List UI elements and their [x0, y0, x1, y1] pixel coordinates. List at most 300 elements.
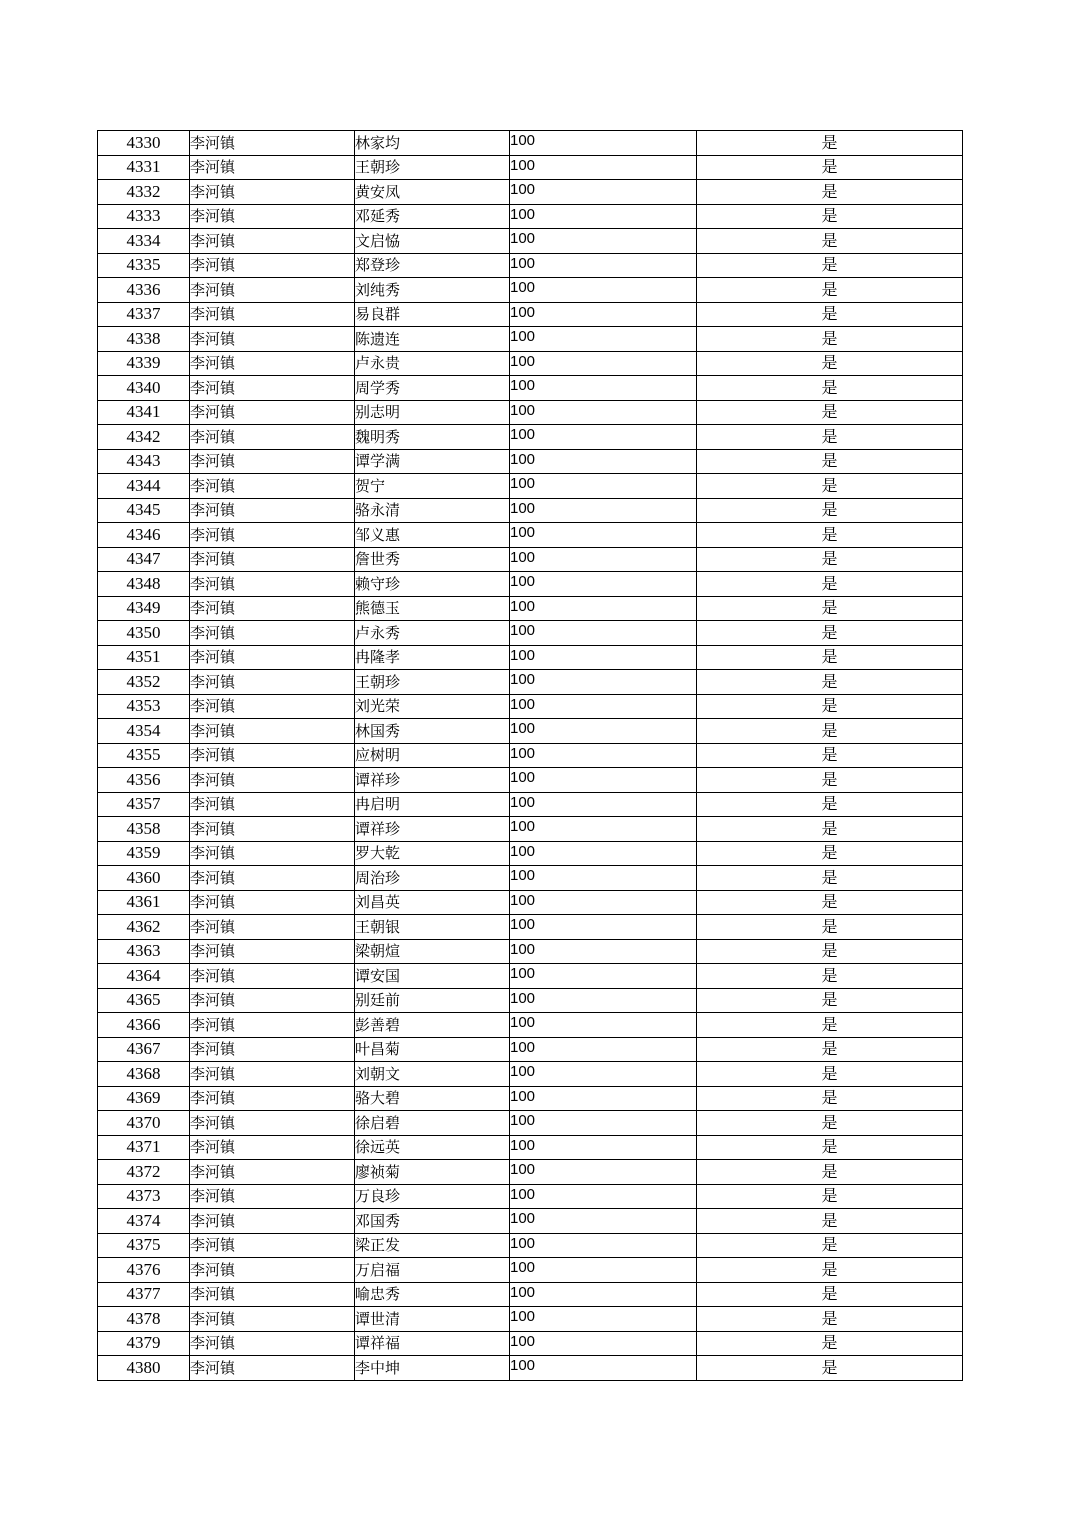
person-name-cell: 冉隆孝 [355, 645, 510, 670]
row-number-cell: 4364 [98, 964, 190, 989]
row-number-cell: 4337 [98, 302, 190, 327]
amount-cell: 100 [510, 670, 697, 695]
person-name-cell: 李中坤 [355, 1356, 510, 1381]
person-name-cell: 谭祥珍 [355, 768, 510, 793]
status-cell: 是 [697, 890, 963, 915]
person-name-cell: 刘昌英 [355, 890, 510, 915]
status-cell: 是 [697, 670, 963, 695]
amount-cell: 100 [510, 792, 697, 817]
town-cell: 李河镇 [190, 1209, 355, 1234]
status-cell: 是 [697, 449, 963, 474]
status-cell: 是 [697, 253, 963, 278]
row-number-cell: 4352 [98, 670, 190, 695]
person-name-cell: 刘光荣 [355, 694, 510, 719]
table-row [98, 498, 963, 523]
table-row [98, 278, 963, 303]
table-row [98, 155, 963, 180]
town-cell: 李河镇 [190, 694, 355, 719]
status-cell: 是 [697, 841, 963, 866]
amount-cell: 100 [510, 572, 697, 597]
row-number-cell: 4356 [98, 768, 190, 793]
status-cell: 是 [697, 302, 963, 327]
row-number-cell: 4367 [98, 1037, 190, 1062]
person-name-cell: 谭安国 [355, 964, 510, 989]
row-number-cell: 4336 [98, 278, 190, 303]
status-cell: 是 [697, 964, 963, 989]
table-row [98, 523, 963, 548]
amount-cell: 100 [510, 474, 697, 499]
person-name-cell: 梁朝煊 [355, 939, 510, 964]
town-cell: 李河镇 [190, 523, 355, 548]
row-number-cell: 4362 [98, 915, 190, 940]
table-row [98, 1135, 963, 1160]
person-name-cell: 陈遗连 [355, 327, 510, 352]
amount-cell: 100 [510, 915, 697, 940]
status-cell: 是 [697, 547, 963, 572]
town-cell: 李河镇 [190, 964, 355, 989]
row-number-cell: 4360 [98, 866, 190, 891]
amount-cell: 100 [510, 229, 697, 254]
amount-cell: 100 [510, 841, 697, 866]
town-cell: 李河镇 [190, 866, 355, 891]
row-number-cell: 4342 [98, 425, 190, 450]
town-cell: 李河镇 [190, 1282, 355, 1307]
status-cell: 是 [697, 743, 963, 768]
row-number-cell: 4359 [98, 841, 190, 866]
amount-cell: 100 [510, 1062, 697, 1087]
amount-cell: 100 [510, 988, 697, 1013]
town-cell: 李河镇 [190, 1233, 355, 1258]
row-number-cell: 4353 [98, 694, 190, 719]
person-name-cell: 冉启明 [355, 792, 510, 817]
status-cell: 是 [697, 768, 963, 793]
row-number-cell: 4332 [98, 180, 190, 205]
person-name-cell: 徐启碧 [355, 1111, 510, 1136]
table-row [98, 1209, 963, 1234]
town-cell: 李河镇 [190, 1135, 355, 1160]
row-number-cell: 4349 [98, 596, 190, 621]
table-row [98, 449, 963, 474]
town-cell: 李河镇 [190, 180, 355, 205]
town-cell: 李河镇 [190, 1086, 355, 1111]
town-cell: 李河镇 [190, 1258, 355, 1283]
table-row [98, 1037, 963, 1062]
table-row [98, 1307, 963, 1332]
status-cell: 是 [697, 474, 963, 499]
amount-cell: 100 [510, 939, 697, 964]
town-cell: 李河镇 [190, 596, 355, 621]
status-cell: 是 [697, 1258, 963, 1283]
amount-cell: 100 [510, 131, 697, 156]
status-cell: 是 [697, 376, 963, 401]
town-cell: 李河镇 [190, 915, 355, 940]
table-row [98, 866, 963, 891]
amount-cell: 100 [510, 596, 697, 621]
amount-cell: 100 [510, 1086, 697, 1111]
amount-cell: 100 [510, 155, 697, 180]
amount-cell: 100 [510, 351, 697, 376]
table-row [98, 1258, 963, 1283]
amount-cell: 100 [510, 204, 697, 229]
status-cell: 是 [697, 351, 963, 376]
table-row [98, 1331, 963, 1356]
row-number-cell: 4361 [98, 890, 190, 915]
amount-cell: 100 [510, 694, 697, 719]
person-name-cell: 邓延秀 [355, 204, 510, 229]
town-cell: 李河镇 [190, 572, 355, 597]
table-row [98, 621, 963, 646]
table-row [98, 694, 963, 719]
amount-cell: 100 [510, 964, 697, 989]
status-cell: 是 [697, 425, 963, 450]
status-cell: 是 [697, 572, 963, 597]
amount-cell: 100 [510, 498, 697, 523]
town-cell: 李河镇 [190, 351, 355, 376]
person-name-cell: 邓国秀 [355, 1209, 510, 1234]
town-cell: 李河镇 [190, 1111, 355, 1136]
row-number-cell: 4346 [98, 523, 190, 548]
town-cell: 李河镇 [190, 155, 355, 180]
row-number-cell: 4345 [98, 498, 190, 523]
town-cell: 李河镇 [190, 400, 355, 425]
person-name-cell: 熊德玉 [355, 596, 510, 621]
row-number-cell: 4375 [98, 1233, 190, 1258]
table-row [98, 400, 963, 425]
person-name-cell: 万启福 [355, 1258, 510, 1283]
table-row [98, 1282, 963, 1307]
status-cell: 是 [697, 792, 963, 817]
status-cell: 是 [697, 155, 963, 180]
status-cell: 是 [697, 1307, 963, 1332]
person-name-cell: 卢永秀 [355, 621, 510, 646]
amount-cell: 100 [510, 817, 697, 842]
town-cell: 李河镇 [190, 1013, 355, 1038]
status-cell: 是 [697, 1111, 963, 1136]
table-row [98, 743, 963, 768]
row-number-cell: 4374 [98, 1209, 190, 1234]
status-cell: 是 [697, 1037, 963, 1062]
table-row [98, 596, 963, 621]
row-number-cell: 4338 [98, 327, 190, 352]
row-number-cell: 4335 [98, 253, 190, 278]
table-row [98, 988, 963, 1013]
town-cell: 李河镇 [190, 670, 355, 695]
amount-cell: 100 [510, 278, 697, 303]
amount-cell: 100 [510, 719, 697, 744]
person-name-cell: 易良群 [355, 302, 510, 327]
row-number-cell: 4339 [98, 351, 190, 376]
row-number-cell: 4370 [98, 1111, 190, 1136]
person-name-cell: 赖守珍 [355, 572, 510, 597]
amount-cell: 100 [510, 180, 697, 205]
row-number-cell: 4372 [98, 1160, 190, 1185]
table-row [98, 204, 963, 229]
person-name-cell: 谭祥福 [355, 1331, 510, 1356]
person-name-cell: 郑登珍 [355, 253, 510, 278]
person-name-cell: 卢永贵 [355, 351, 510, 376]
row-number-cell: 4373 [98, 1184, 190, 1209]
status-cell: 是 [697, 1184, 963, 1209]
table-row [98, 547, 963, 572]
row-number-cell: 4355 [98, 743, 190, 768]
town-cell: 李河镇 [190, 253, 355, 278]
town-cell: 李河镇 [190, 939, 355, 964]
table-row [98, 915, 963, 940]
town-cell: 李河镇 [190, 1184, 355, 1209]
table-body [98, 131, 963, 1381]
row-number-cell: 4365 [98, 988, 190, 1013]
table-row [98, 1233, 963, 1258]
row-number-cell: 4343 [98, 449, 190, 474]
status-cell: 是 [697, 694, 963, 719]
row-number-cell: 4380 [98, 1356, 190, 1381]
amount-cell: 100 [510, 1258, 697, 1283]
row-number-cell: 4368 [98, 1062, 190, 1087]
town-cell: 李河镇 [190, 547, 355, 572]
amount-cell: 100 [510, 768, 697, 793]
table-row [98, 180, 963, 205]
status-cell: 是 [697, 719, 963, 744]
town-cell: 李河镇 [190, 1331, 355, 1356]
person-name-cell: 徐远英 [355, 1135, 510, 1160]
person-name-cell: 王朝珍 [355, 155, 510, 180]
table-row [98, 229, 963, 254]
row-number-cell: 4350 [98, 621, 190, 646]
row-number-cell: 4334 [98, 229, 190, 254]
status-cell: 是 [697, 229, 963, 254]
row-number-cell: 4363 [98, 939, 190, 964]
amount-cell: 100 [510, 1037, 697, 1062]
person-name-cell: 谭世清 [355, 1307, 510, 1332]
town-cell: 李河镇 [190, 131, 355, 156]
amount-cell: 100 [510, 425, 697, 450]
table-row [98, 939, 963, 964]
row-number-cell: 4351 [98, 645, 190, 670]
status-cell: 是 [697, 1282, 963, 1307]
amount-cell: 100 [510, 866, 697, 891]
town-cell: 李河镇 [190, 1160, 355, 1185]
person-name-cell: 梁正发 [355, 1233, 510, 1258]
status-cell: 是 [697, 645, 963, 670]
table-row [98, 376, 963, 401]
table-row [98, 1062, 963, 1087]
person-name-cell: 别志明 [355, 400, 510, 425]
table-row [98, 670, 963, 695]
status-cell: 是 [697, 596, 963, 621]
table-row [98, 841, 963, 866]
table-row [98, 1160, 963, 1185]
table-row [98, 351, 963, 376]
person-name-cell: 罗大乾 [355, 841, 510, 866]
amount-cell: 100 [510, 1233, 697, 1258]
status-cell: 是 [697, 621, 963, 646]
person-name-cell: 王朝珍 [355, 670, 510, 695]
town-cell: 李河镇 [190, 890, 355, 915]
table-row [98, 768, 963, 793]
person-name-cell: 魏明秀 [355, 425, 510, 450]
status-cell: 是 [697, 498, 963, 523]
row-number-cell: 4347 [98, 547, 190, 572]
amount-cell: 100 [510, 1307, 697, 1332]
amount-cell: 100 [510, 547, 697, 572]
town-cell: 李河镇 [190, 327, 355, 352]
row-number-cell: 4379 [98, 1331, 190, 1356]
row-number-cell: 4354 [98, 719, 190, 744]
person-name-cell: 黄安凤 [355, 180, 510, 205]
amount-cell: 100 [510, 1013, 697, 1038]
amount-cell: 100 [510, 327, 697, 352]
amount-cell: 100 [510, 1111, 697, 1136]
row-number-cell: 4371 [98, 1135, 190, 1160]
person-name-cell: 林国秀 [355, 719, 510, 744]
table-row [98, 572, 963, 597]
status-cell: 是 [697, 939, 963, 964]
person-name-cell: 彭善碧 [355, 1013, 510, 1038]
person-name-cell: 应树明 [355, 743, 510, 768]
status-cell: 是 [697, 866, 963, 891]
town-cell: 李河镇 [190, 1062, 355, 1087]
status-cell: 是 [697, 817, 963, 842]
town-cell: 李河镇 [190, 425, 355, 450]
table-row [98, 425, 963, 450]
row-number-cell: 4366 [98, 1013, 190, 1038]
amount-cell: 100 [510, 1184, 697, 1209]
row-number-cell: 4348 [98, 572, 190, 597]
amount-cell: 100 [510, 1331, 697, 1356]
status-cell: 是 [697, 523, 963, 548]
town-cell: 李河镇 [190, 204, 355, 229]
table-row [98, 792, 963, 817]
town-cell: 李河镇 [190, 1037, 355, 1062]
status-cell: 是 [697, 180, 963, 205]
town-cell: 李河镇 [190, 278, 355, 303]
town-cell: 李河镇 [190, 768, 355, 793]
amount-cell: 100 [510, 376, 697, 401]
table-row [98, 964, 963, 989]
amount-cell: 100 [510, 449, 697, 474]
person-name-cell: 骆永清 [355, 498, 510, 523]
row-number-cell: 4358 [98, 817, 190, 842]
town-cell: 李河镇 [190, 792, 355, 817]
amount-cell: 100 [510, 1282, 697, 1307]
person-name-cell: 谭学满 [355, 449, 510, 474]
amount-cell: 100 [510, 302, 697, 327]
row-number-cell: 4377 [98, 1282, 190, 1307]
town-cell: 李河镇 [190, 302, 355, 327]
town-cell: 李河镇 [190, 719, 355, 744]
town-cell: 李河镇 [190, 743, 355, 768]
person-name-cell: 林家均 [355, 131, 510, 156]
person-name-cell: 廖祯菊 [355, 1160, 510, 1185]
person-name-cell: 叶昌菊 [355, 1037, 510, 1062]
status-cell: 是 [697, 1086, 963, 1111]
amount-cell: 100 [510, 621, 697, 646]
person-name-cell: 贺宁 [355, 474, 510, 499]
row-number-cell: 4340 [98, 376, 190, 401]
status-cell: 是 [697, 1013, 963, 1038]
table-row [98, 1356, 963, 1381]
person-name-cell: 喻忠秀 [355, 1282, 510, 1307]
town-cell: 李河镇 [190, 817, 355, 842]
table-row [98, 474, 963, 499]
person-name-cell: 别廷前 [355, 988, 510, 1013]
person-name-cell: 王朝银 [355, 915, 510, 940]
person-name-cell: 文启恊 [355, 229, 510, 254]
status-cell: 是 [697, 915, 963, 940]
person-name-cell: 詹世秀 [355, 547, 510, 572]
town-cell: 李河镇 [190, 988, 355, 1013]
person-name-cell: 周学秀 [355, 376, 510, 401]
data-table [97, 130, 963, 1381]
town-cell: 李河镇 [190, 1307, 355, 1332]
amount-cell: 100 [510, 1356, 697, 1381]
table-row [98, 1111, 963, 1136]
town-cell: 李河镇 [190, 645, 355, 670]
table-row [98, 890, 963, 915]
row-number-cell: 4344 [98, 474, 190, 499]
table-row [98, 302, 963, 327]
table-row [98, 253, 963, 278]
town-cell: 李河镇 [190, 474, 355, 499]
amount-cell: 100 [510, 1160, 697, 1185]
row-number-cell: 4376 [98, 1258, 190, 1283]
town-cell: 李河镇 [190, 841, 355, 866]
table-row [98, 1184, 963, 1209]
status-cell: 是 [697, 1233, 963, 1258]
person-name-cell: 骆大碧 [355, 1086, 510, 1111]
row-number-cell: 4341 [98, 400, 190, 425]
row-number-cell: 4378 [98, 1307, 190, 1332]
amount-cell: 100 [510, 1135, 697, 1160]
person-name-cell: 万良珍 [355, 1184, 510, 1209]
status-cell: 是 [697, 1356, 963, 1381]
person-name-cell: 邹义惠 [355, 523, 510, 548]
person-name-cell: 刘朝文 [355, 1062, 510, 1087]
table-row [98, 131, 963, 156]
person-name-cell: 周治珍 [355, 866, 510, 891]
amount-cell: 100 [510, 890, 697, 915]
status-cell: 是 [697, 1062, 963, 1087]
row-number-cell: 4333 [98, 204, 190, 229]
status-cell: 是 [697, 204, 963, 229]
table-row [98, 1013, 963, 1038]
table-row [98, 817, 963, 842]
row-number-cell: 4357 [98, 792, 190, 817]
status-cell: 是 [697, 400, 963, 425]
town-cell: 李河镇 [190, 621, 355, 646]
table-row [98, 645, 963, 670]
status-cell: 是 [697, 131, 963, 156]
town-cell: 李河镇 [190, 1356, 355, 1381]
status-cell: 是 [697, 1160, 963, 1185]
row-number-cell: 4369 [98, 1086, 190, 1111]
amount-cell: 100 [510, 523, 697, 548]
status-cell: 是 [697, 1331, 963, 1356]
table-row [98, 1086, 963, 1111]
town-cell: 李河镇 [190, 498, 355, 523]
table-row [98, 327, 963, 352]
status-cell: 是 [697, 327, 963, 352]
row-number-cell: 4331 [98, 155, 190, 180]
town-cell: 李河镇 [190, 376, 355, 401]
amount-cell: 100 [510, 645, 697, 670]
town-cell: 李河镇 [190, 449, 355, 474]
status-cell: 是 [697, 278, 963, 303]
status-cell: 是 [697, 988, 963, 1013]
person-name-cell: 谭祥珍 [355, 817, 510, 842]
table-row [98, 719, 963, 744]
amount-cell: 100 [510, 743, 697, 768]
